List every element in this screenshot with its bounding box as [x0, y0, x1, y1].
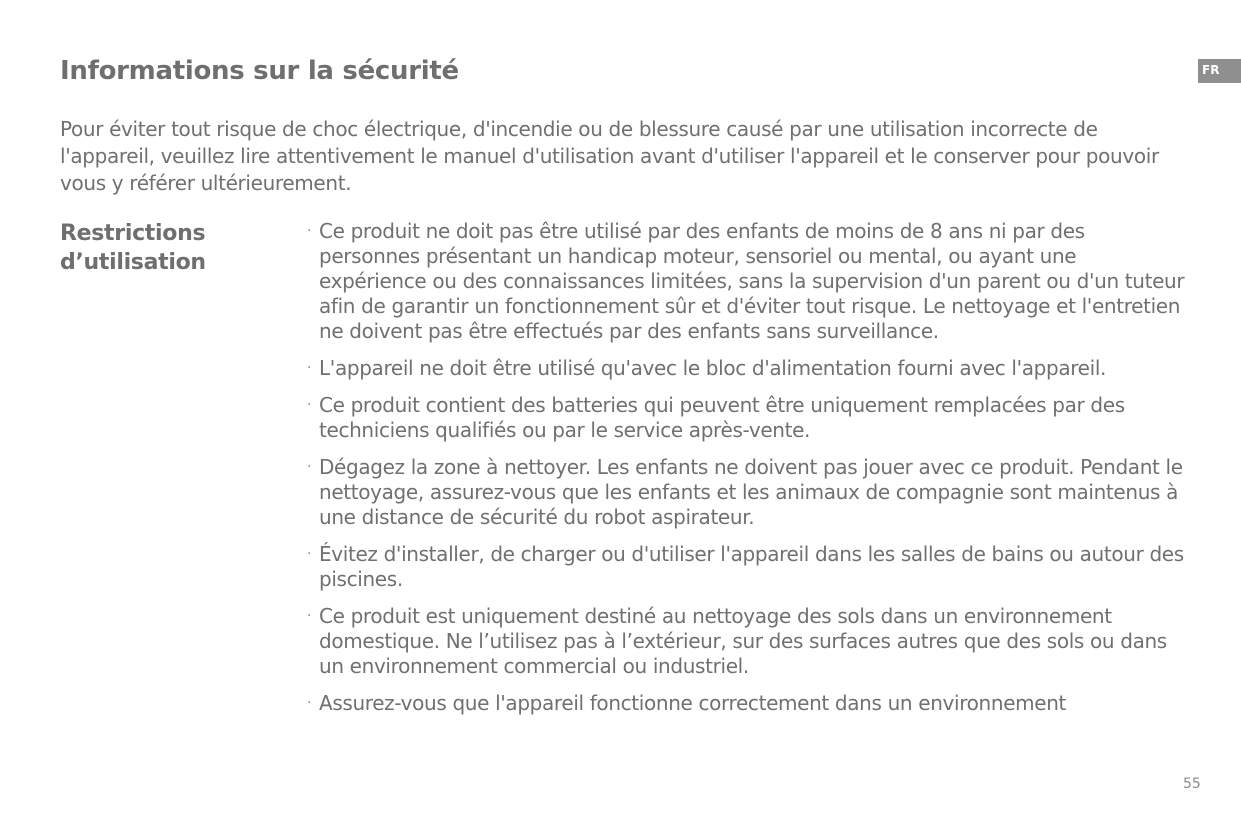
list-item-text: Assurez-vous que l'appareil fonctionne correctement dans un environnement: [319, 691, 1067, 715]
bullet-icon: ·: [307, 459, 312, 475]
list-item-text: L'appareil ne doit être utilisé qu'avec le bloc d'alimentation fourni avec l'appareil.: [319, 356, 1107, 380]
bullet-icon: ·: [307, 608, 312, 624]
bullet-icon: ·: [307, 397, 312, 413]
section-heading-usage-restrictions: Restrictions d’utilisation: [60, 221, 206, 275]
list-item: [305, 604, 1185, 679]
bullet-icon: ·: [307, 695, 312, 711]
list-item: [305, 691, 1185, 716]
list-item: [305, 455, 1185, 530]
list-item-text: Ce produit ne doit pas être utilisé par des enfants de moins de 8 ans ni par des personnes présentant un handicap moteur, sensoriel ou mental, ou ayant une expérience ou des connaissances limitées, sans la supervision d'un parent ou d'un tuteur afin de garantir un fonctionnement sûr et d'éviter tout risque. Le nettoyage et l'entretien ne doivent pas être effectués par des enfants sans surveillance.: [319, 219, 1185, 343]
list-item: [305, 219, 1185, 344]
page-title: Informations sur la sécurité: [60, 56, 459, 86]
page-number: 55: [1183, 776, 1201, 792]
intro-paragraph: Pour éviter tout risque de choc électrique, d'incendie ou de blessure causé par une utilisation incorrecte de l'appareil, veuillez lire attentivement le manuel d'utilisation avant d'utiliser l'appareil et le conserver pour pouvoir vous y référer ultérieurement.: [60, 117, 1159, 195]
bullet-icon: ·: [307, 360, 312, 376]
bullet-icon: ·: [307, 546, 312, 562]
restrictions-list: [305, 219, 1185, 728]
list-item: [305, 393, 1185, 443]
list-item: [305, 356, 1185, 381]
list-item-text: Évitez d'installer, de charger ou d'utiliser l'appareil dans les salles de bains ou autour des piscines.: [319, 542, 1184, 591]
list-item: [305, 542, 1185, 592]
list-item-text: Dégagez la zone à nettoyer. Les enfants ne doivent pas jouer avec ce produit. Pendant le nettoyage, assurez-vous que les enfants et les animaux de compagnie sont maintenus à une distance de sécurité du robot aspirateur.: [319, 455, 1183, 529]
bullet-icon: ·: [307, 223, 312, 239]
list-item-text: Ce produit est uniquement destiné au nettoyage des sols dans un environnement domestique. Ne l’utilisez pas à l’extérieur, sur des surfaces autres que des sols ou dans un environnement commercial ou industriel.: [319, 604, 1167, 678]
language-badge: FR: [1198, 59, 1241, 83]
list-item-text: Ce produit contient des batteries qui peuvent être uniquement remplacées par des techniciens qualifiés ou par le service après-vente.: [319, 393, 1125, 442]
